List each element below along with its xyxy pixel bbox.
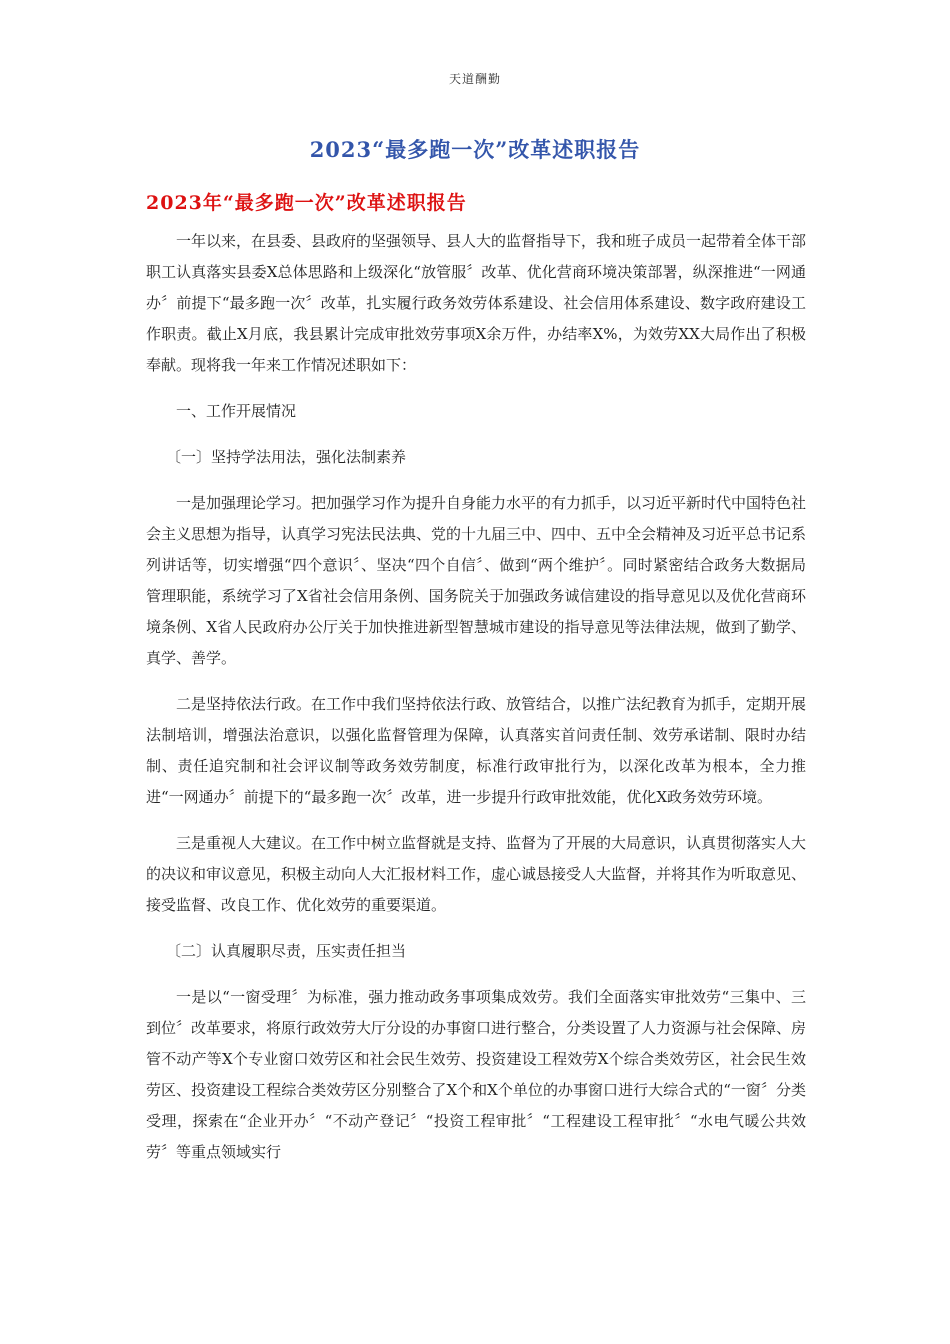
document-body — [146, 226, 806, 1168]
paragraph-one-window: 一是以“一窗受理〞为标准，强力推动政务事项集成效劳。我们全面落实审批效劳“三集中、三到位〞改革要求，将原行政效劳大厅分设的办事窗口进行整合，分类设置了人力资源与社会保障、房管不动产等X个专业窗口效劳区和社会民生效劳、投资建设工程效劳X个综合类效劳区，社会民生效劳区、投资建设工程综合类效劳区分别整合了X个和X个单位的办事窗口进行大综合式的“一窗〞分类受理，探索在“企业开办〞“不动产登记〞“投资工程审批〞“工程建设工程审批〞“水电气暖公共效劳〞等重点领域实行 — [146, 988, 807, 1161]
page-header: 天道酬勤 — [448, 72, 501, 86]
paragraph-law: 二是坚持依法行政。在工作中我们坚持依法行政、放管结合，以推广法纪教育为抓手，定期开展法制培训，增强法治意识，以强化监督管理为保障，认真落实首问责任制、效劳承诺制、限时办结制、责任追究制和社会评议制等政务效劳制度，标准行政审批行为，以深化改革为根本，全力推进“一网通办〞前提下的“最多跑一次〞改革，进一步提升行政审批效能，优化X政务效劳环境。 — [146, 695, 807, 806]
document-subtitle: 2023年“最多跑一次”改革述职报告 — [146, 192, 467, 214]
subsection-heading-1: 〔一〕坚持学法用法，强化法制素养 — [166, 448, 407, 466]
document-title: 2023“最多跑一次”改革述职报告 — [309, 137, 641, 162]
section-heading-1: 一、工作开展情况 — [176, 402, 297, 420]
paragraph-study: 一是加强理论学习。把加强学习作为提升自身能力水平的有力抓手，以习近平新时代中国特色社会主义思想为指导，认真学习宪法民法典、党的十九届三中、四中、五中全会精神及习近平总书记系列讲话等，切实增强“四个意识〞、坚决“四个自信〞、做到“两个维护〞。同时紧密结合政务大数据局管理职能，系统学习了X省社会信用条例、国务院关于加强政务诚信建设的指导意见以及优化营商环境条例、X省人民政府办公厅关于加快推进新型智慧城市建设的指导意见等法律法规，做到了勤学、真学、善学。 — [146, 494, 807, 667]
subsection-heading-2: 〔二〕认真履职尽责，压实责任担当 — [166, 942, 407, 960]
paragraph-npc: 三是重视人大建议。在工作中树立监督就是支持、监督为了开展的大局意识，认真贯彻落实人大的决议和审议意见，积极主动向人大汇报材料工作，虚心诚恳接受人大监督，并将其作为听取意见、接受监督、改良工作、优化效劳的重要渠道。 — [146, 834, 807, 914]
intro-paragraph: 一年以来，在县委、县政府的坚强领导、县人大的监督指导下，我和班子成员一起带着全体干部职工认真落实县委X总体思路和上级深化“放管服〞改革、优化营商环境决策部署，纵深推进“一网通办〞前提下“最多跑一次〞改革，扎实履行政务效劳体系建设、社会信用体系建设、数字政府建设工作职责。截止X月底，我县累计完成审批效劳事项X余万件，办结率X%，为效劳XX大局作出了积极奉献。现将我一年来工作情况述职如下： — [146, 232, 807, 374]
